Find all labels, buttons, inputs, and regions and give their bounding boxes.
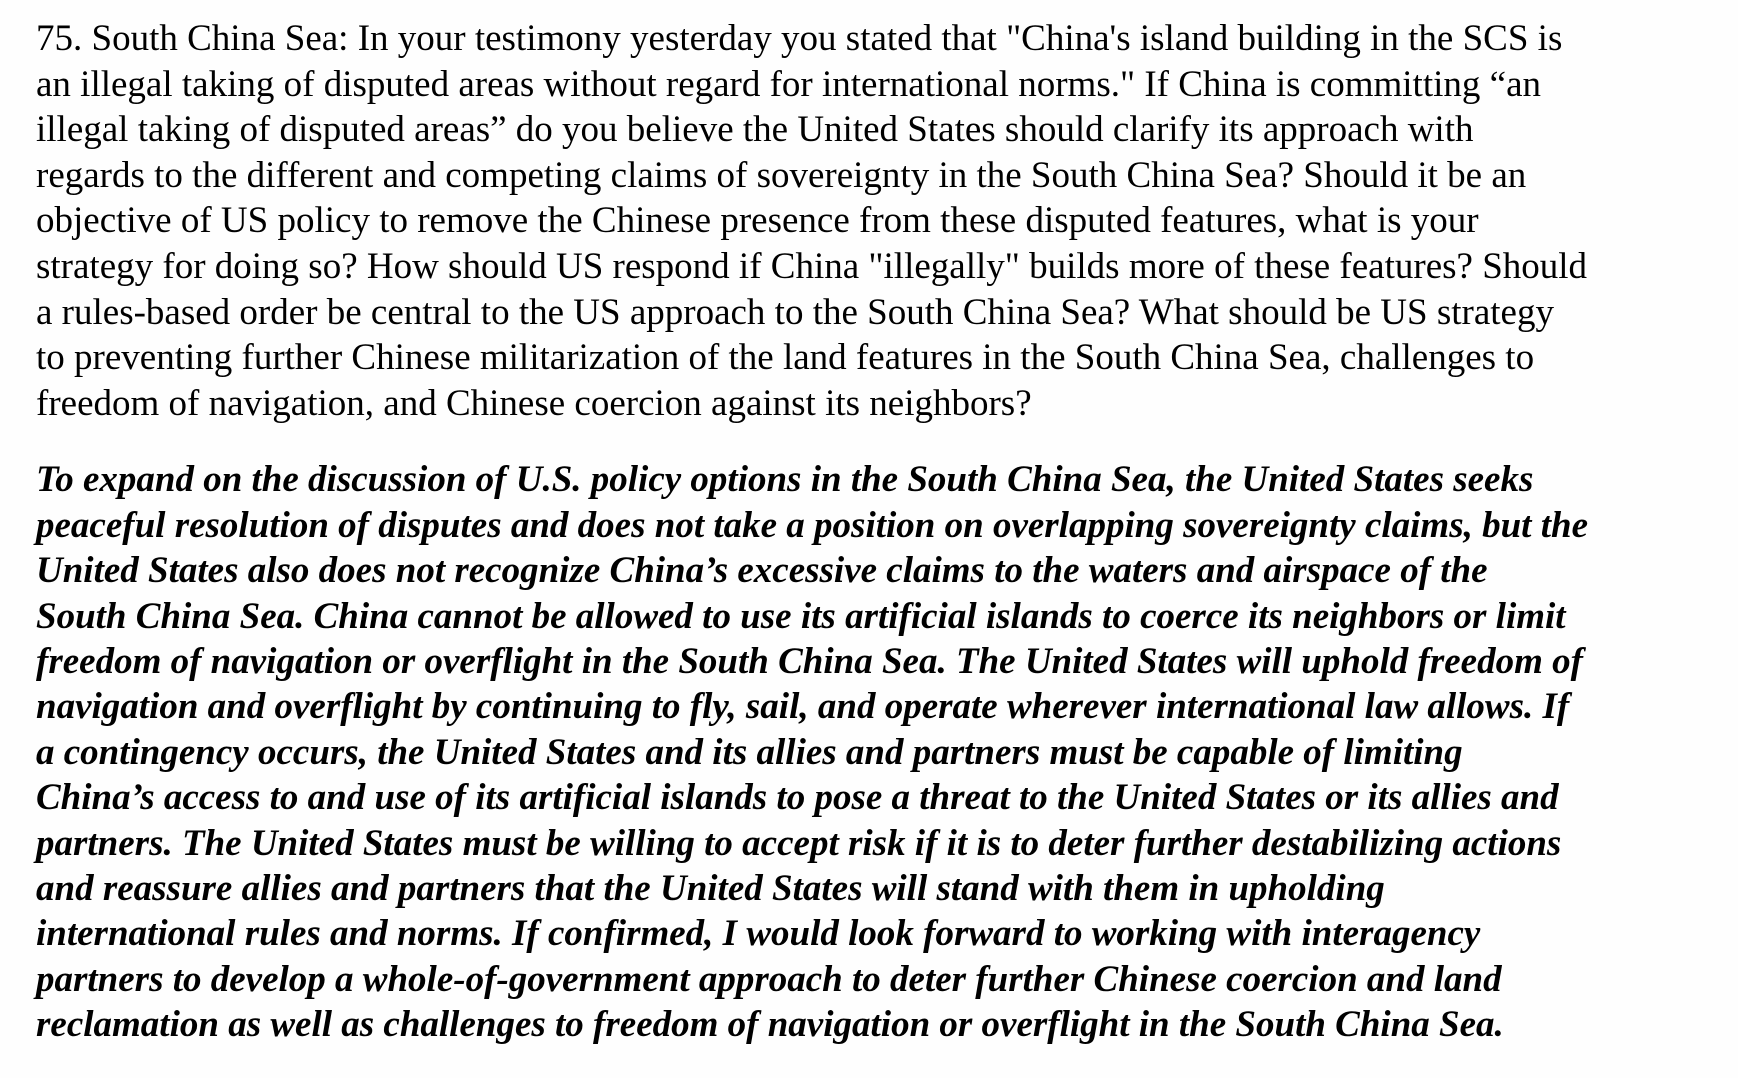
question-line: regards to the different and competing claims of sovereignty in the South China Sea? Should it be an [36,154,1527,196]
answer-line: partners to develop a whole-of-government approach to deter further Chinese coercion and land [36,958,1502,1000]
answer-paragraph [36,457,1726,1047]
question-line: freedom of navigation, and Chinese coercion against its neighbors? [36,382,1032,424]
question-line: objective of US policy to remove the Chinese presence from these disputed features, what is your [36,200,1479,242]
answer-line: international rules and norms. If confirmed, I would look forward to working with interagency [36,913,1481,955]
answer-line: South China Sea. China cannot be allowed to use its artificial islands to coerce its neighbors or limit [36,595,1566,637]
answer-line: China’s access to and use of its artificial islands to pose a threat to the United States or its allies and [36,777,1559,819]
answer-line: United States also does not recognize China’s excessive claims to the waters and airspace of the [36,550,1488,592]
question-line: illegal taking of disputed areas” do you believe the United States should clarify its approach with [36,109,1474,151]
answer-line: peaceful resolution of disputes and does not take a position on overlapping sovereignty claims, but the [36,504,1588,546]
answer-line: reclamation as well as challenges to freedom of navigation or overflight in the South China Sea. [36,1004,1504,1046]
answer-line: freedom of navigation or overflight in the South China Sea. The United States will uphold freedom of [36,640,1583,682]
question-paragraph [36,16,1726,426]
question-line: 75. South China Sea: In your testimony yesterday you stated that "China's island building in the SCS is [36,18,1563,59]
question-line: strategy for doing so? How should US respond if China "illegally" builds more of these features? Should [36,245,1588,287]
answer-line: partners. The United States must be willing to accept risk if it is to deter further destabilizing actions [36,822,1562,864]
answer-line: To expand on the discussion of U.S. policy options in the South China Sea, the United States seeks [36,459,1534,501]
question-line: a rules-based order be central to the US approach to the South China Sea? What should be US strategy [36,291,1554,333]
question-line: to preventing further Chinese militarization of the land features in the South China Sea, challenges to [36,337,1535,379]
answer-line: a contingency occurs, the United States and its allies and partners must be capable of limiting [36,731,1463,773]
answer-line: and reassure allies and partners that the United States will stand with them in upholding [36,868,1385,909]
answer-line: navigation and overflight by continuing to fly, sail, and operate wherever international law allows. If [36,686,1570,728]
question-line: an illegal taking of disputed areas without regard for international norms." If China is committing “an [36,63,1541,105]
